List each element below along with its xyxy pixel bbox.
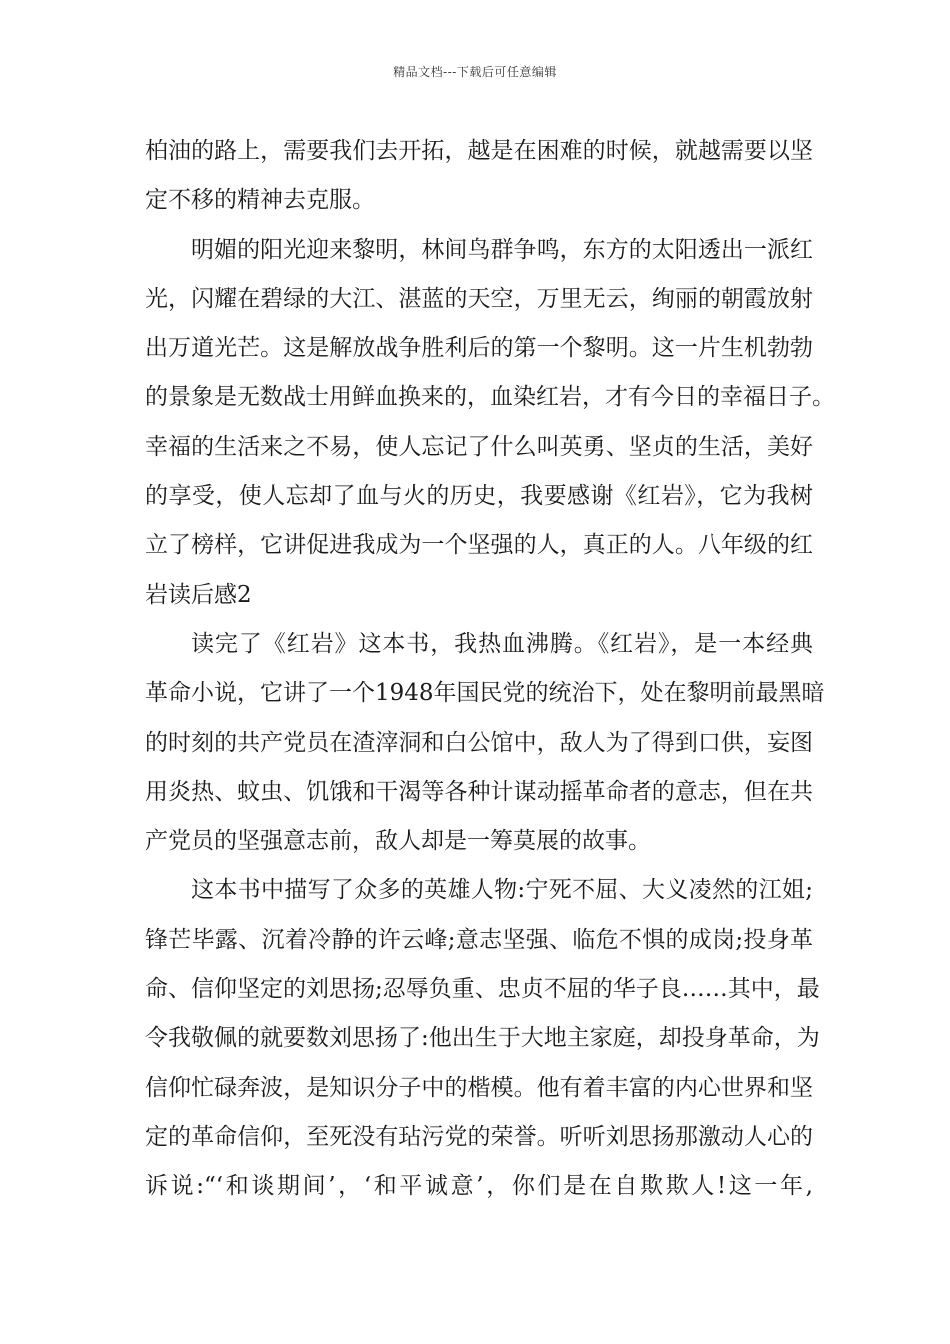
text-line: 幸福的生活来之不易，使人忘记了什么叫英勇、坚贞的生活，美好 <box>145 433 813 460</box>
text-line: 岩读后感2 <box>145 581 252 608</box>
text-line: 命、信仰坚定的刘思扬;忍辱负重、忠贞不屈的华子良……其中，最 <box>145 976 820 1003</box>
text-line: 用炎热、蚊虫、饥饿和干渴等各种计谋动摇革命者的意志，但在共 <box>145 778 813 805</box>
text-line: 令我敬佩的就要数刘思扬了:他出生于大地主家庭，却投身革命，为 <box>145 1025 820 1052</box>
text-line: 读完了《红岩》这本书，我热血沸腾。《红岩》，是一本经典 <box>191 630 813 657</box>
text-line: 信仰忙碌奔波，是知识分子中的楷模。他有着丰富的内心世界和坚 <box>145 1074 813 1101</box>
text-line: 这本书中描写了众多的英雄人物:宁死不屈、大义凌然的江姐; <box>191 877 813 904</box>
text-line: 产党员的坚强意志前，敌人却是一筹莫展的故事。 <box>145 828 651 855</box>
text-line: 的时刻的共产党员在渣滓洞和白公馆中，敌人为了得到口供，妄图 <box>145 729 813 756</box>
paragraph <box>145 127 813 226</box>
page-header: 精品文档---下载后可任意编辑 <box>393 65 557 79</box>
text-line: 出万道光芒。这是解放战争胜利后的第一个黎明。这一片生机勃勃 <box>145 335 813 362</box>
text-line: 定不移的精神去克服。 <box>145 187 375 214</box>
text-line: 柏油的路上，需要我们去开拓，越是在困难的时候，就越需要以坚 <box>145 138 813 164</box>
text-line: 明媚的阳光迎来黎明，林间鸟群争鸣，东方的太阳透出一派红 <box>191 236 813 263</box>
text-line: 的景象是无数战士用鲜血换来的，血染红岩，才有今日的幸福日子。 <box>145 384 835 411</box>
paragraph <box>145 866 820 1211</box>
paragraph <box>145 226 835 620</box>
text-line: 的享受，使人忘却了血与火的历史，我要感谢《红岩》，它为我树 <box>145 483 813 510</box>
paragraph <box>145 620 825 866</box>
text-line: 立了榜样，它讲促进我成为一个坚强的人，真正的人。八年级的红 <box>145 532 813 559</box>
body-text <box>145 127 835 1212</box>
text-line: 光，闪耀在碧绿的大江、湛蓝的天空，万里无云，绚丽的朝霞放射 <box>145 285 813 312</box>
text-line: 革命小说，它讲了一个1948年国民党的统治下，处在黎明前最黑暗 <box>145 680 825 707</box>
text-line: 诉说:“‘和谈期间’，‘和平诚意’，你们是在自欺欺人!这一年, <box>145 1173 813 1200</box>
text-line: 定的革命信仰，至死没有玷污党的荣誉。听听刘思扬那激动人心的 <box>145 1123 813 1150</box>
text-line: 锋芒毕露、沉着冷静的许云峰;意志坚强、临危不惧的成岗;投身革 <box>145 926 813 953</box>
